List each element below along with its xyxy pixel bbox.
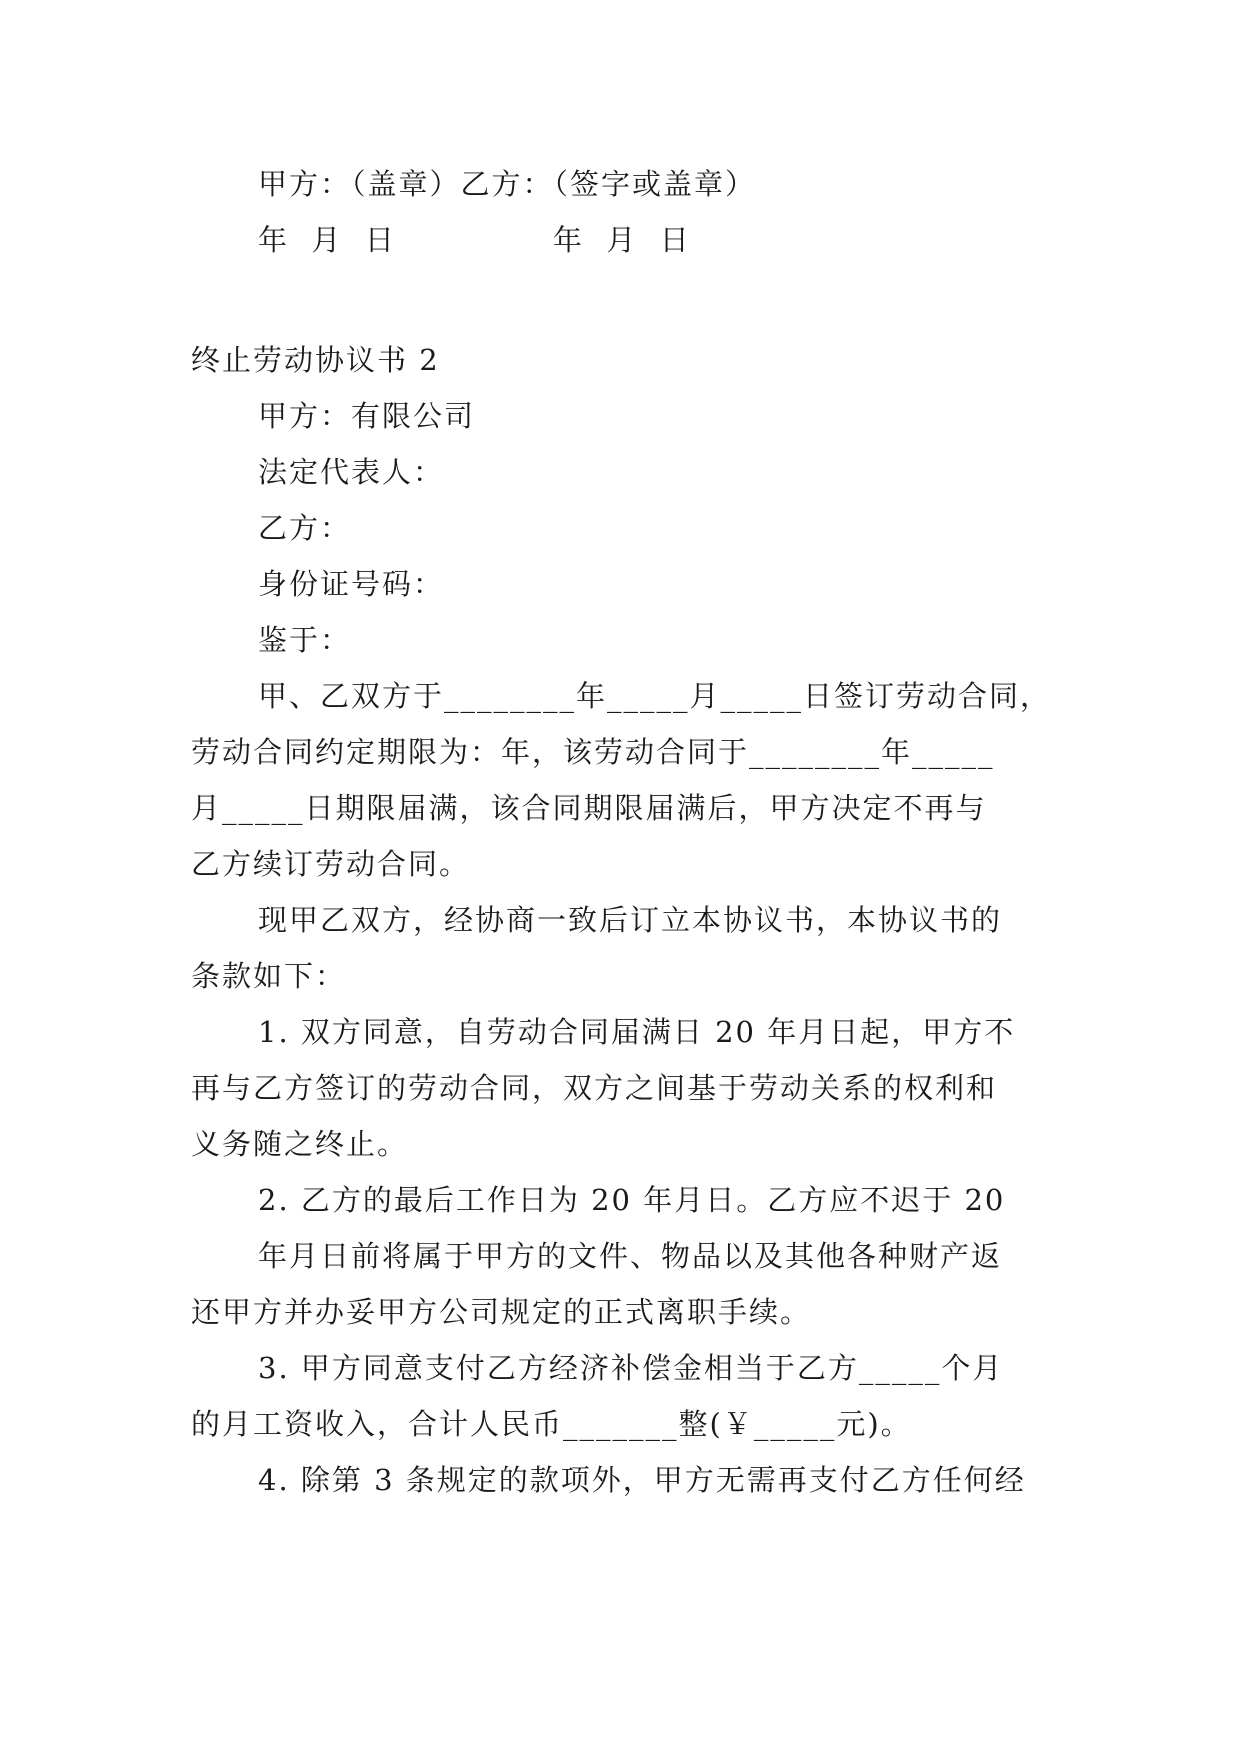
party-b-line: 乙方： — [258, 511, 352, 545]
id-number-line: 身份证号码： — [258, 567, 445, 601]
clause-2-line: 年月日前将属于甲方的文件、物品以及其他各种财产返 — [258, 1239, 1003, 1273]
document-title: 终止劳动协议书 2 — [191, 343, 440, 377]
signature-line: 甲方：（盖章）乙方：（签字或盖章） — [258, 167, 757, 201]
clause-2-line: 2. 乙方的最后工作日为 20 年月日。乙方应不迟于 20 — [258, 1183, 1006, 1217]
clause-3-line: 的月工资收入，合计人民币_______整(￥_____元)。 — [191, 1407, 912, 1441]
paragraph-line: 现甲乙双方，经协商一致后订立本协议书，本协议书的 — [258, 903, 1003, 937]
paragraph-line: 条款如下： — [191, 959, 347, 993]
clause-4-line: 4. 除第 3 条规定的款项外，甲方无需再支付乙方任何经 — [258, 1463, 1026, 1497]
clause-3-line: 3. 甲方同意支付乙方经济补偿金相当于乙方_____个月 — [258, 1351, 1004, 1385]
paragraph-line: 劳动合同约定期限为：年，该劳动合同于________年_____ — [191, 735, 995, 769]
paragraph-line: 甲、乙双方于________年_____月_____日签订劳动合同， — [258, 679, 1052, 713]
clause-2-line: 还甲方并办妥甲方公司规定的正式离职手续。 — [191, 1295, 812, 1329]
paragraph-line: 乙方续订劳动合同。 — [191, 847, 471, 881]
clause-1-line: 1. 双方同意，自劳动合同届满日 20 年月日起，甲方不 — [258, 1015, 1016, 1049]
clause-1-line: 再与乙方签订的劳动合同，双方之间基于劳动关系的权利和 — [191, 1071, 998, 1105]
whereas-line: 鉴于： — [258, 623, 352, 657]
clause-1-line: 义务随之终止。 — [191, 1127, 409, 1161]
legal-representative-line: 法定代表人： — [258, 455, 445, 489]
date-line: 年 月 日 年 月 日 — [258, 223, 691, 257]
paragraph-line: 月_____日期限届满，该合同期限届满后，甲方决定不再与 — [191, 791, 987, 825]
party-a-line: 甲方：有限公司 — [258, 399, 476, 433]
